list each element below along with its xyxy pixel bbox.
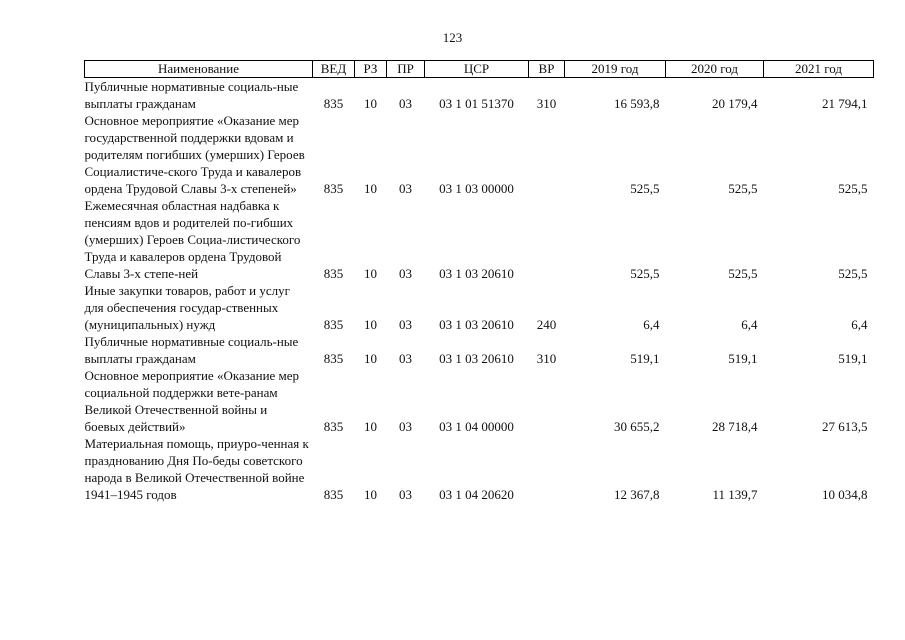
cell-2021: 10 034,8 bbox=[822, 487, 868, 502]
cell-ved: 835 bbox=[323, 96, 344, 111]
cell-2021: 525,5 bbox=[838, 181, 868, 196]
cell-2020: 525,5 bbox=[728, 181, 758, 196]
cell-2021: 27 613,5 bbox=[822, 419, 868, 434]
cell-2020: 20 179,4 bbox=[712, 96, 758, 111]
cell-2019: 519,1 bbox=[630, 351, 660, 366]
cell-vr: 310 bbox=[536, 351, 557, 366]
cell-rz: 10 bbox=[364, 351, 377, 366]
cell-csr: 03 1 03 00000 bbox=[439, 181, 514, 196]
cell-pr: 03 bbox=[399, 419, 412, 434]
cell-rz: 10 bbox=[364, 317, 377, 332]
header-ved: ВЕД bbox=[313, 61, 355, 78]
cell-csr: 03 1 03 20610 bbox=[439, 266, 514, 281]
cell-pr: 03 bbox=[399, 317, 412, 332]
header-2021: 2021 год bbox=[764, 61, 874, 78]
header-2019: 2019 год bbox=[565, 61, 666, 78]
cell-name: Иные закупки товаров, работ и услуг для обеспечения государ-ственных (муниципальных) нужд bbox=[84, 283, 290, 332]
header-vr: ВР bbox=[529, 61, 565, 78]
table-row bbox=[85, 367, 874, 435]
cell-2021: 21 794,1 bbox=[822, 96, 868, 111]
cell-name: Публичные нормативные социаль-ные выплаты гражданам bbox=[84, 79, 299, 111]
cell-pr: 03 bbox=[399, 96, 412, 111]
cell-csr: 03 1 03 20610 bbox=[439, 351, 514, 366]
cell-name: Основное мероприятие «Оказание мер государственной поддержки вдовам и родителям погибших (умерших) Героев Социалистиче-ского Труда и кавалеров ордена Трудовой Славы 3-х степеней» bbox=[84, 113, 305, 196]
cell-csr: 03 1 03 20610 bbox=[439, 317, 514, 332]
cell-2019: 525,5 bbox=[630, 266, 660, 281]
header-rz: РЗ bbox=[355, 61, 387, 78]
header-name: Наименование bbox=[85, 61, 313, 78]
cell-ved: 835 bbox=[323, 181, 344, 196]
cell-2020: 519,1 bbox=[728, 351, 758, 366]
cell-ved: 835 bbox=[323, 317, 344, 332]
cell-2019: 30 655,2 bbox=[614, 419, 660, 434]
cell-2019: 12 367,8 bbox=[614, 487, 660, 502]
table-row bbox=[85, 333, 874, 367]
header-csr: ЦСР bbox=[425, 61, 529, 78]
cell-pr: 03 bbox=[399, 181, 412, 196]
cell-ved: 835 bbox=[323, 419, 344, 434]
cell-2019: 6,4 bbox=[643, 317, 660, 332]
cell-csr: 03 1 01 51370 bbox=[439, 96, 514, 111]
cell-ved: 835 bbox=[323, 266, 344, 281]
cell-2020: 11 139,7 bbox=[712, 487, 758, 502]
table-header-row bbox=[85, 61, 874, 78]
cell-2021: 6,4 bbox=[851, 317, 868, 332]
cell-2020: 28 718,4 bbox=[712, 419, 758, 434]
header-2020: 2020 год bbox=[666, 61, 764, 78]
table-row bbox=[85, 435, 874, 503]
cell-vr: 310 bbox=[536, 96, 557, 111]
cell-name: Публичные нормативные социаль-ные выплаты гражданам bbox=[84, 334, 299, 366]
cell-ved: 835 bbox=[323, 351, 344, 366]
cell-ved: 835 bbox=[323, 487, 344, 502]
cell-pr: 03 bbox=[399, 487, 412, 502]
budget-table bbox=[84, 60, 874, 503]
cell-rz: 10 bbox=[364, 96, 377, 111]
cell-2019: 525,5 bbox=[630, 181, 660, 196]
header-pr: ПР bbox=[387, 61, 425, 78]
cell-csr: 03 1 04 00000 bbox=[439, 419, 514, 434]
cell-rz: 10 bbox=[364, 419, 377, 434]
table-row bbox=[85, 78, 874, 113]
cell-rz: 10 bbox=[364, 266, 377, 281]
cell-2021: 525,5 bbox=[838, 266, 868, 281]
cell-vr bbox=[529, 435, 565, 503]
cell-vr: 240 bbox=[536, 317, 557, 332]
cell-2020: 525,5 bbox=[728, 266, 758, 281]
table-row bbox=[85, 197, 874, 282]
table-row bbox=[85, 282, 874, 333]
cell-name: Ежемесячная областная надбавка к пенсиям вдов и родителей по-гибших (умерших) Героев Социа-листического Труда и кавалеров ордена Трудовой Славы 3-х степе-ней bbox=[84, 198, 301, 281]
cell-rz: 10 bbox=[364, 487, 377, 502]
cell-2021: 519,1 bbox=[838, 351, 868, 366]
cell-vr bbox=[529, 112, 565, 197]
table-row bbox=[85, 112, 874, 197]
page-number: 123 bbox=[442, 30, 463, 45]
cell-2020: 6,4 bbox=[741, 317, 758, 332]
cell-name: Материальная помощь, приуро-ченная к празднованию Дня По-беды советского народа в Великой Отечественной войне 1941–1945 годов bbox=[84, 436, 309, 502]
cell-csr: 03 1 04 20620 bbox=[439, 487, 514, 502]
cell-pr: 03 bbox=[399, 266, 412, 281]
cell-vr bbox=[529, 197, 565, 282]
cell-vr bbox=[529, 367, 565, 435]
cell-pr: 03 bbox=[399, 351, 412, 366]
cell-rz: 10 bbox=[364, 181, 377, 196]
cell-2019: 16 593,8 bbox=[614, 96, 660, 111]
cell-name: Основное мероприятие «Оказание мер социальной поддержки вете-ранам Великой Отечественной войны и боевых действий» bbox=[84, 368, 300, 434]
